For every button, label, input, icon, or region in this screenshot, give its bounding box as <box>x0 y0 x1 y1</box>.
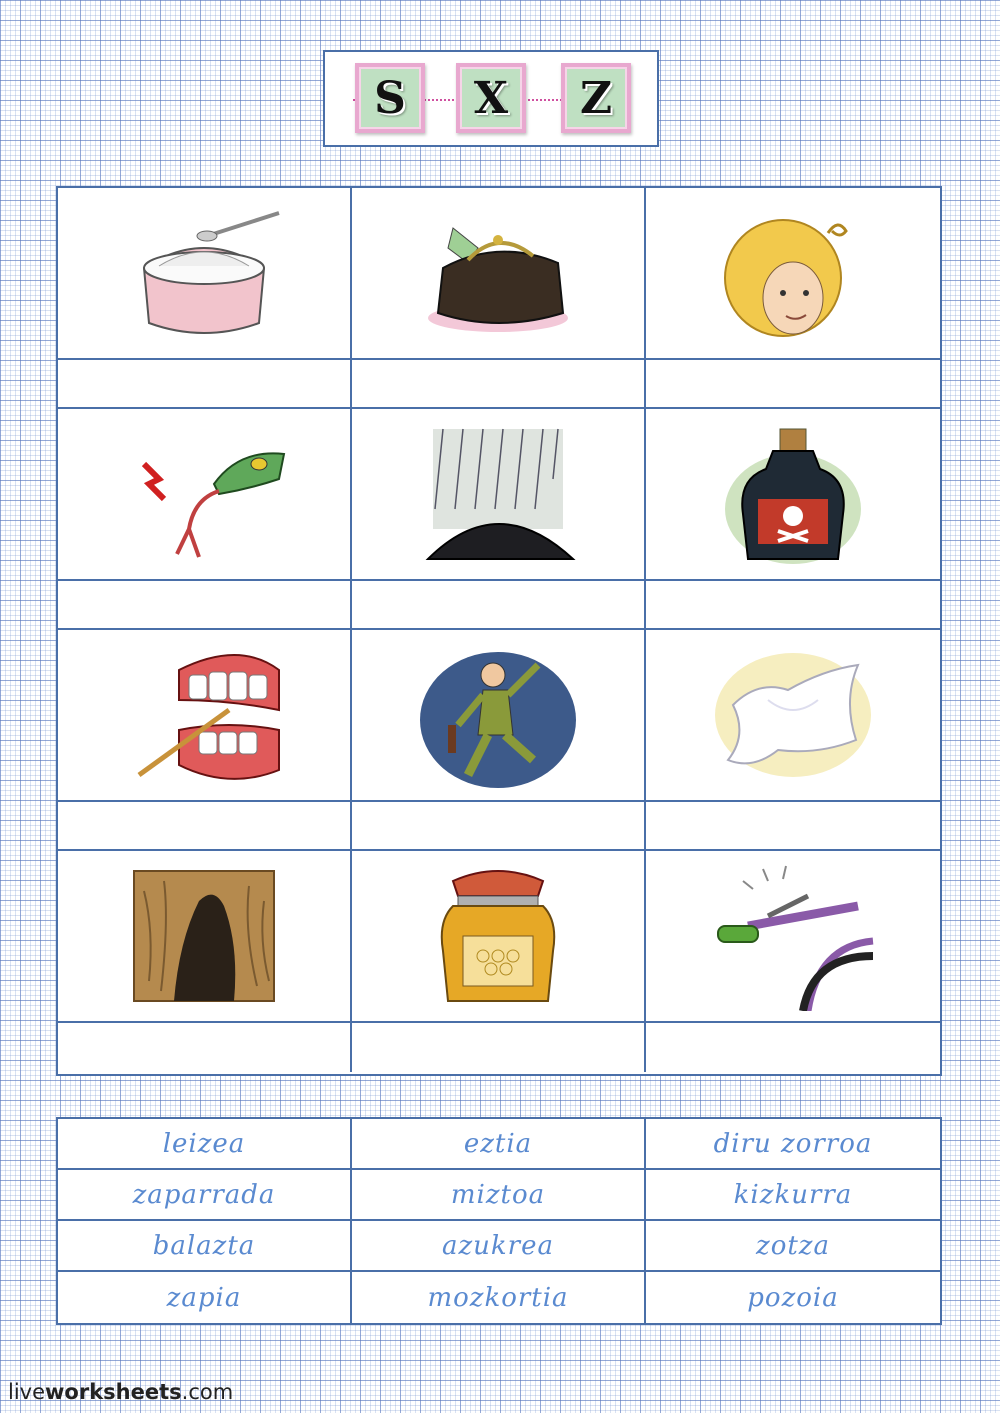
answer-cell-6[interactable] <box>646 581 940 630</box>
letter-tile-x <box>456 63 526 133</box>
picture-cell-6 <box>646 409 940 581</box>
answer-cell-8[interactable] <box>352 802 646 851</box>
title-box <box>323 50 659 147</box>
picture-cell-10 <box>58 851 352 1023</box>
word-eztia[interactable]: eztia <box>352 1119 646 1170</box>
sugar-bowl-icon <box>119 198 289 348</box>
picture-cell-11 <box>352 851 646 1023</box>
picture-cell-3 <box>646 188 940 360</box>
picture-cell-2 <box>352 188 646 360</box>
answer-cell-4[interactable] <box>58 581 352 630</box>
word-bank <box>56 1117 942 1325</box>
letter-z: Z <box>579 72 613 124</box>
rain-umbrella-icon <box>413 419 583 569</box>
brand-light: live <box>8 1380 46 1404</box>
word-azukrea[interactable]: azukrea <box>352 1221 646 1272</box>
cave-icon <box>119 861 289 1011</box>
picture-cell-8 <box>352 630 646 802</box>
answer-cell-10[interactable] <box>58 1023 352 1072</box>
brand-suffix: .com <box>181 1380 234 1404</box>
word-leizea[interactable]: leizea <box>58 1119 352 1170</box>
word-diru-zorroa[interactable]: diru zorroa <box>646 1119 940 1170</box>
answer-cell-3[interactable] <box>646 360 940 409</box>
answer-cell-7[interactable] <box>58 802 352 851</box>
word-balazta[interactable]: balazta <box>58 1221 352 1272</box>
toothpick-icon <box>119 640 289 790</box>
answer-cell-11[interactable] <box>352 1023 646 1072</box>
cloth-icon <box>708 640 878 790</box>
word-zaparrada[interactable]: zaparrada <box>58 1170 352 1221</box>
picture-cell-9 <box>646 630 940 802</box>
answer-cell-1[interactable] <box>58 360 352 409</box>
snake-tongue-icon <box>119 419 289 569</box>
word-miztoa[interactable]: miztoa <box>352 1170 646 1221</box>
letter-tile-z <box>561 63 631 133</box>
answer-cell-12[interactable] <box>646 1023 940 1072</box>
word-pozoia[interactable]: pozoia <box>747 1282 839 1313</box>
honey-jar-icon <box>413 861 583 1011</box>
answer-cell-9[interactable] <box>646 802 940 851</box>
word-zapia[interactable]: zapia <box>58 1272 352 1323</box>
letter-tile-s <box>355 63 425 133</box>
picture-cell-4 <box>58 409 352 581</box>
picture-cell-7 <box>58 630 352 802</box>
picture-cell-1 <box>58 188 352 360</box>
picture-grid <box>56 186 942 1076</box>
curly-hair-icon <box>708 198 878 348</box>
poison-bottle-icon <box>708 419 878 569</box>
answer-cell-5[interactable] <box>352 581 646 630</box>
letter-x: X <box>473 72 509 124</box>
footer-brand <box>8 1380 233 1404</box>
purse-icon <box>413 198 583 348</box>
bike-brake-icon <box>708 861 878 1011</box>
answer-cell-2[interactable] <box>352 360 646 409</box>
drunk-man-icon <box>413 640 583 790</box>
word-kizkurra[interactable]: kizkurra <box>646 1170 940 1221</box>
picture-cell-12 <box>646 851 940 1023</box>
letter-s: S <box>374 72 406 124</box>
word-zotza[interactable]: zotza <box>646 1221 940 1272</box>
word-mozkortia[interactable]: mozkortia <box>352 1272 646 1323</box>
picture-cell-5 <box>352 409 646 581</box>
brand-bold: worksheets <box>45 1380 182 1404</box>
